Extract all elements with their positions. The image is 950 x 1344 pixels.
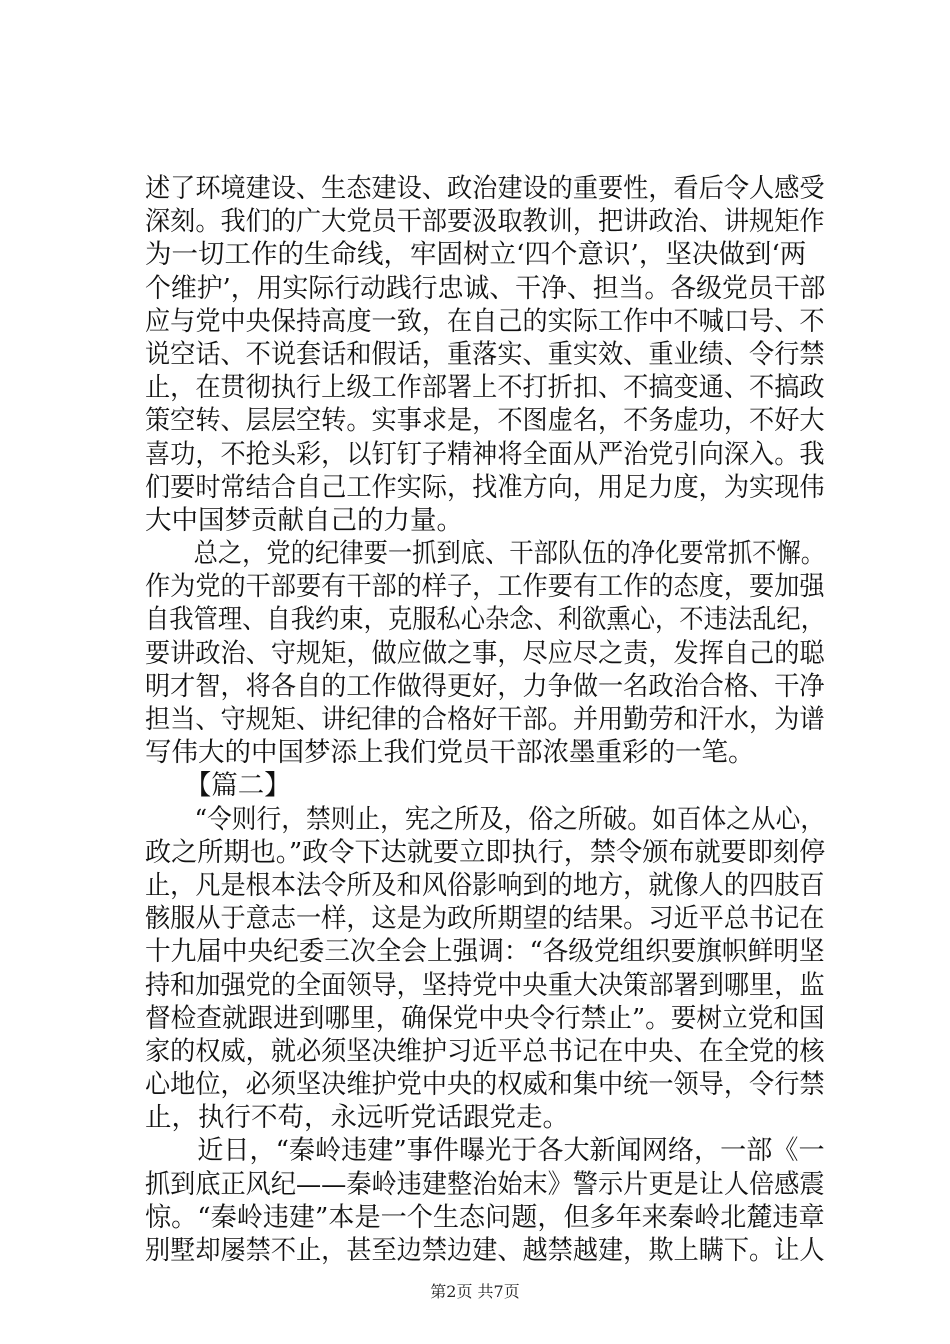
text-line: 心地位，必须坚决维护党中央的权威和集中统一领导，令行禁 xyxy=(145,1069,825,1101)
text-line: 政之所期也。”政令下达就要立即执行，禁令颁布就要即刻停 xyxy=(145,836,826,868)
text-line: 近日，“秦岭违建”事件曝光于各大新闻网络，一部《一 xyxy=(145,1135,825,1167)
text-line: 【篇二】 xyxy=(145,770,291,802)
text-line: 喜功，不抢头彩，以钉钉子精神将全面从严治党引向深入。我 xyxy=(145,438,825,470)
text-line: 止，执行不苟，永远听党话跟党走。 xyxy=(145,1102,569,1134)
text-line: 们要时常结合自己工作实际，找准方向，用足力度，为实现伟 xyxy=(145,471,825,503)
text-line: 作为党的干部要有干部的样子，工作要有工作的态度，要加强 xyxy=(145,571,825,603)
text-line: 家的权威，就必须坚决维护习近平总书记在中央、在全党的核 xyxy=(145,1035,825,1067)
page-footer: 第2页 共7页 xyxy=(430,1282,520,1301)
text-line: “令则行，禁则止，宪之所及，俗之所破。如百体之从心， xyxy=(145,803,826,835)
text-line: 明才智，将各自的工作做得更好，力争做一名政治合格、干净 xyxy=(145,670,825,702)
text-line: 述了环境建设、生态建设、政治建设的重要性，看后令人感受 xyxy=(145,173,825,204)
text-line: 别墅却屡禁不止，甚至边禁边建、越禁越建，欺上瞒下。让人 xyxy=(145,1235,825,1266)
text-line: 止，在贯彻执行上级工作部署上不打折扣、不搞变通、不搞政 xyxy=(145,372,825,404)
text-line: 惊。“秦岭违建”本是一个生态问题，但多年来秦岭北麓违章 xyxy=(145,1201,825,1233)
text-line: 写伟大的中国梦添上我们党员干部浓墨重彩的一笔。 xyxy=(145,737,755,769)
text-line: 骸服从于意志一样，这是为政所期望的结果。习近平总书记在 xyxy=(145,903,825,935)
text-line: 说空话、不说套话和假话，重落实、重实效、重业绩、令行禁 xyxy=(145,338,825,370)
body-text xyxy=(145,172,825,1267)
text-line: 深刻。我们的广大党员干部要汲取教训，把讲政治、讲规矩作 xyxy=(145,206,825,238)
text-line: 持和加强党的全面领导，坚持党中央重大决策部署到哪里，监 xyxy=(145,969,825,1001)
text-line: 要讲政治、守规矩，做应做之事，尽应尽之责，发挥自己的聪 xyxy=(145,637,825,669)
text-line: 大中国梦贡献自己的力量。 xyxy=(145,504,463,536)
text-line: 督检查就跟进到哪里，确保党中央令行禁止”。要树立党和国 xyxy=(145,1002,825,1034)
text-line: 个维护’，用实际行动践行忠诚、干净、担当。各级党员干部 xyxy=(145,272,826,304)
text-line: 策空转、层层空转。实事求是，不图虚名，不务虚功，不好大 xyxy=(145,405,825,437)
text-line: 为一切工作的生命线，牢固树立‘四个意识’，坚决做到‘两 xyxy=(145,239,807,271)
text-line: 抓到底正风纪——秦岭违建整治始末》警示片更是让人倍感震 xyxy=(145,1168,825,1200)
text-line: 总之，党的纪律要一抓到底、干部队伍的净化要常抓不懈。 xyxy=(145,538,825,570)
text-line: 自我管理、自我约束，克服私心杂念、利欲熏心，不违法乱纪， xyxy=(145,604,825,636)
text-line: 十九届中央纪委三次全会上强调：“各级党组织要旗帜鲜明坚 xyxy=(145,936,825,968)
text-line: 应与党中央保持高度一致，在自己的实际工作中不喊口号、不 xyxy=(145,305,825,337)
text-line: 止，凡是根本法令所及和风俗影响到的地方，就像人的四肢百 xyxy=(145,869,825,901)
text-line: 担当、守规矩、讲纪律的合格好干部。并用勤劳和汗水，为谱 xyxy=(145,704,825,735)
